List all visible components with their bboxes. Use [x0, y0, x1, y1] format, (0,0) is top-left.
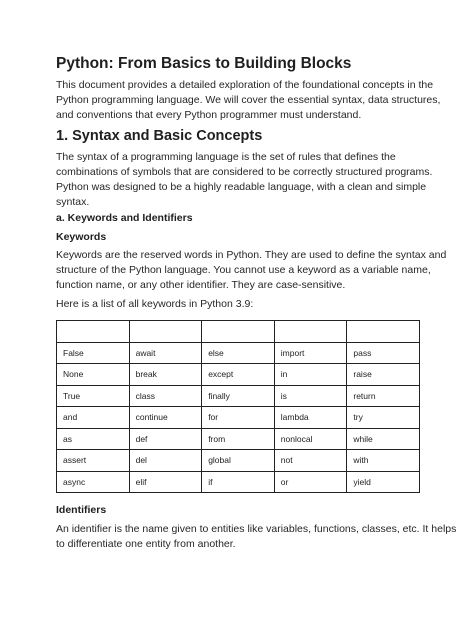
table-cell: await — [129, 342, 202, 364]
keywords-line: function name, or any other identifier. They are case-sensitive. — [56, 279, 346, 291]
table-cell: for — [202, 407, 275, 429]
table-cell: if — [202, 471, 275, 493]
keywords-heading: Keywords — [56, 231, 107, 243]
syntax-line: combinations of symbols that are considered to be correctly structured programs. — [56, 166, 433, 178]
table-header-cell — [347, 321, 420, 343]
table-cell: True — [57, 385, 130, 407]
table-cell: break — [129, 364, 202, 386]
syntax-paragraph — [56, 150, 432, 210]
intro-line: and conventions that every Python programmer must understand. — [56, 109, 362, 121]
table-header-cell — [57, 321, 130, 343]
table-cell: with — [347, 450, 420, 472]
table-cell: not — [274, 450, 347, 472]
table-cell: global — [202, 450, 275, 472]
intro-line: This document provides a detailed exploration of the foundational concepts in the — [56, 79, 434, 91]
table-cell: from — [202, 428, 275, 450]
document-title: Python: From Basics to Building Blocks — [56, 55, 352, 72]
table-cell: continue — [129, 407, 202, 429]
table-header-cell — [274, 321, 347, 343]
table-cell: nonlocal — [274, 428, 347, 450]
table-row — [57, 428, 420, 450]
table-cell: lambda — [274, 407, 347, 429]
table-cell: and — [57, 407, 130, 429]
table-cell: import — [274, 342, 347, 364]
subsection-heading: a. Keywords and Identifiers — [56, 212, 193, 224]
table-cell: def — [129, 428, 202, 450]
syntax-line: The syntax of a programming language is the set of rules that defines the — [56, 151, 396, 163]
table-row — [57, 471, 420, 493]
syntax-line: Python was designed to be a highly readable language, with a clean and simple — [56, 181, 427, 193]
table-row — [57, 342, 420, 364]
table-cell: else — [202, 342, 275, 364]
intro-paragraph — [56, 78, 440, 123]
table-cell: async — [57, 471, 130, 493]
identifiers-line: to differentiate one entity from another. — [56, 538, 236, 550]
table-row — [57, 385, 420, 407]
table-header-cell — [202, 321, 275, 343]
table-cell: except — [202, 364, 275, 386]
table-cell: pass — [347, 342, 420, 364]
identifiers-heading: Identifiers — [56, 504, 107, 516]
identifiers-line: An identifier is the name given to entities like variables, functions, classes, etc. It helps — [56, 523, 457, 535]
keywords-paragraph — [56, 248, 446, 293]
table-header-row — [57, 321, 420, 343]
table-cell: finally — [202, 385, 275, 407]
table-cell: or — [274, 471, 347, 493]
table-cell: yield — [347, 471, 420, 493]
table-cell: del — [129, 450, 202, 472]
table-cell: is — [274, 385, 347, 407]
section-heading: 1. Syntax and Basic Concepts — [56, 128, 263, 144]
keywords-line: structure of the Python language. You cannot use a keyword as a variable name, — [56, 264, 431, 276]
table-cell: elif — [129, 471, 202, 493]
table-cell: class — [129, 385, 202, 407]
table-cell: raise — [347, 364, 420, 386]
syntax-line: syntax. — [56, 196, 90, 208]
table-row — [57, 407, 420, 429]
table-cell: return — [347, 385, 420, 407]
keyword-list-intro: Here is a list of all keywords in Python 3.9: — [56, 298, 254, 310]
table-cell: in — [274, 364, 347, 386]
keywords-table — [56, 320, 420, 493]
table-cell: while — [347, 428, 420, 450]
keywords-line: Keywords are the reserved words in Python. They are used to define the syntax and — [56, 249, 447, 261]
table-cell: assert — [57, 450, 130, 472]
identifiers-paragraph — [56, 522, 456, 552]
table-header-cell — [129, 321, 202, 343]
table-cell: None — [57, 364, 130, 386]
table-row — [57, 364, 420, 386]
table-cell: try — [347, 407, 420, 429]
table-cell: as — [57, 428, 130, 450]
intro-line: Python programming language. We will cover the essential syntax, data structures, — [56, 94, 441, 106]
table-row — [57, 450, 420, 472]
table-cell: False — [57, 342, 130, 364]
